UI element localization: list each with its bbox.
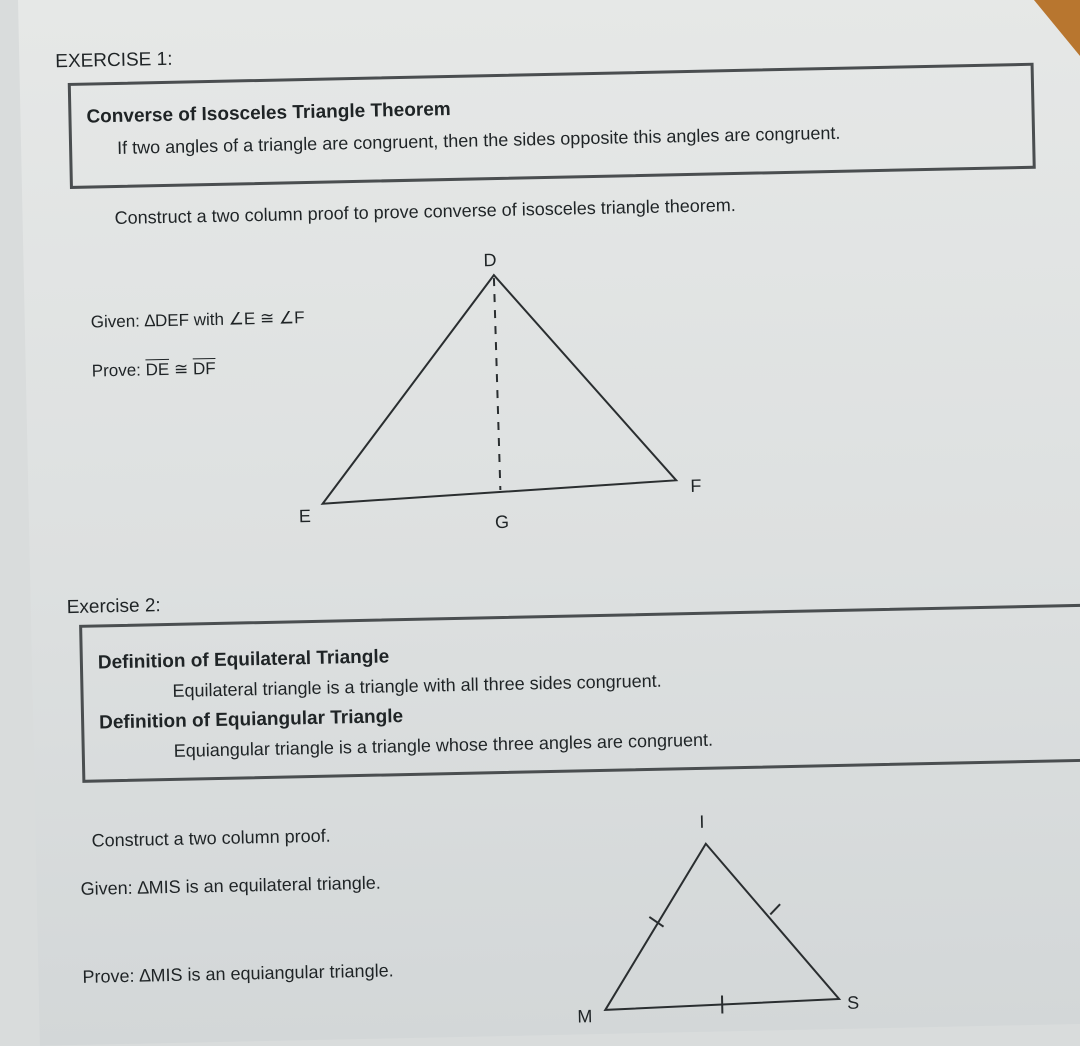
segment-de: $\overline{DE}$ — [145, 359, 170, 380]
exercise2-instruction: Construct a two column proof. — [91, 825, 331, 851]
tick-mark-is — [770, 904, 780, 914]
triangle-mis-figure — [18, 0, 1080, 1046]
vertex-f-label: F — [690, 475, 702, 497]
def1-text: Equilateral triangle is a triangle with all three sides congruent. — [172, 670, 662, 701]
theorem-title: Converse of Isosceles Triangle Theorem — [86, 98, 451, 128]
vertex-d-label: D — [483, 250, 497, 271]
exercise1-instruction: Construct a two column proof to prove converse of isosceles triangle theorem. — [114, 195, 736, 229]
congruent-symbol: ≅ — [169, 359, 194, 379]
def2-text: Equiangular triangle is a triangle whose three angles are congruent. — [173, 729, 714, 761]
vertex-i-label: I — [699, 811, 705, 832]
vertex-s-label: S — [846, 992, 860, 1013]
exercise1-heading: EXERCISE 1: — [55, 48, 173, 73]
segment-df: $\overline{DF}$ — [192, 358, 216, 379]
def2-title: Definition of Equiangular Triangle — [98, 706, 404, 734]
vertex-e-label: E — [298, 505, 312, 527]
def1-title: Definition of Equilateral Triangle — [97, 646, 390, 674]
point-g-label: G — [494, 511, 510, 533]
prove-label: Prove: — [91, 360, 146, 381]
given-statement: ∆DEF with ∠E ≅ ∠F — [144, 308, 305, 331]
theorem-text: If two angles of a triangle are congruent, then the sides opposite this angles are congruent. — [116, 122, 841, 158]
exercise2-given: Given: ∆MIS is an equilateral triangle. — [80, 872, 381, 899]
triangle-mis — [602, 841, 839, 1010]
exercise2-prove: Prove: ∆MIS is an equiangular triangle. — [82, 960, 394, 987]
given-label: Given: — [90, 311, 145, 332]
vertex-m-label: M — [577, 1006, 593, 1027]
worksheet-page — [18, 0, 1080, 1046]
exercise2-heading: Exercise 2: — [66, 595, 161, 619]
